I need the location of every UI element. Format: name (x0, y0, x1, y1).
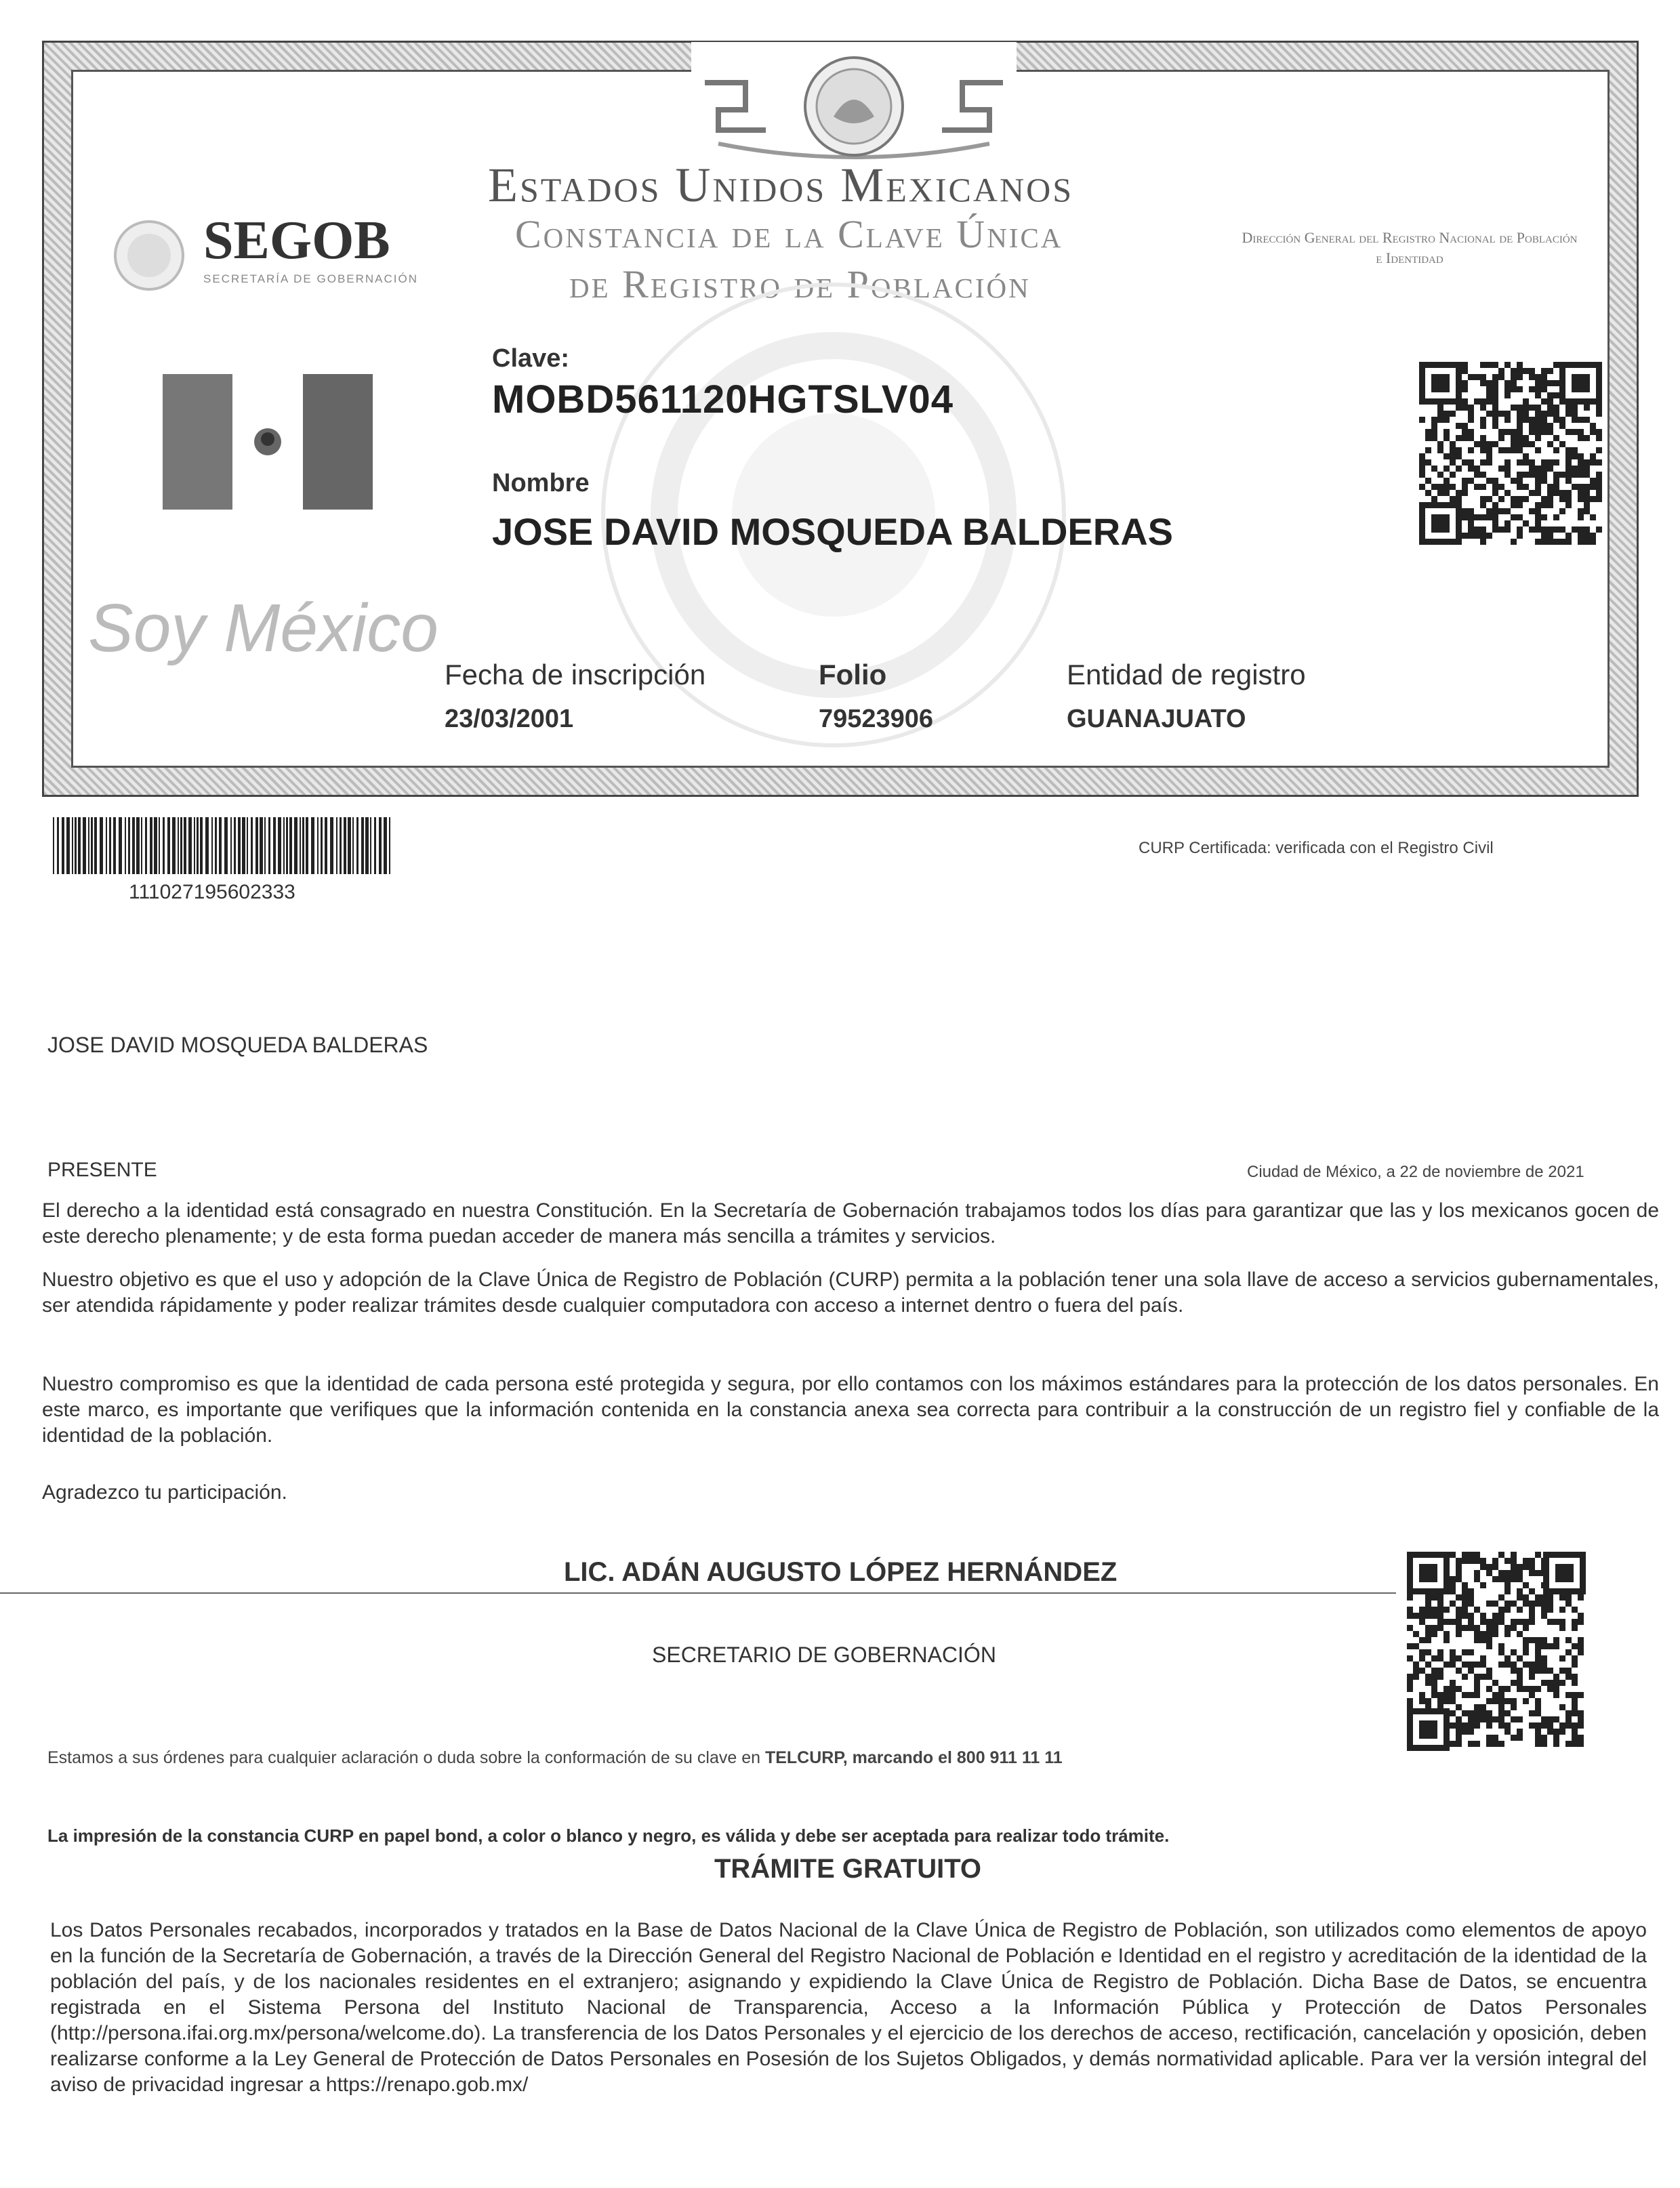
fecha-inscripcion-value: 23/03/2001 (445, 705, 574, 733)
nombre-value: JOSE DAVID MOSQUEDA BALDERAS (492, 510, 1173, 553)
letter-date: Ciudad de México, a 22 de noviembre de 2021 (1247, 1163, 1584, 1181)
entidad-value: GUANAJUATO (1067, 705, 1246, 733)
mexico-flag-icon (163, 374, 373, 510)
qr-code-top (1419, 362, 1602, 545)
clave-label: Clave: (492, 344, 570, 373)
folio-label: Folio (819, 659, 887, 690)
document-title-line2: de Registro de Población (569, 262, 1031, 306)
telcurp-phone: TELCURP, marcando el 800 911 11 11 (764, 1748, 1063, 1767)
coat-of-arms-icon (691, 42, 1017, 161)
validity-note: La impresión de la constancia CURP en papel bond, a color o blanco y negro, es válida y debe ser aceptada para realizar todo trámite. (47, 1825, 1170, 1846)
paragraph-1: El derecho a la identidad está consagrado en nuestra Constitución. En la Secretaría de Gobernación trabajamos todos los días para garantizar que las y los mexicanos gocen de este derecho plenamente; y de esta forma puedan acceder de manera más sencilla a trámites y servicios. (42, 1199, 1659, 1247)
soy-mexico-logo: Soy México (88, 590, 438, 666)
letter-recipient: JOSE DAVID MOSQUEDA BALDERAS (47, 1033, 428, 1057)
folio-value: 79523906 (819, 705, 934, 733)
fecha-inscripcion-label: Fecha de inscripción (445, 659, 706, 690)
barcode-number: 111027195602333 (129, 881, 295, 903)
contact-note (47, 1748, 1063, 1768)
privacy-notice: Los Datos Personales recabados, incorporados y tratados en la Base de Datos Nacional de la Clave Única de Registro de Población, son utilizados como elementos de apoyo en la función de la Secretaría de Gobernación, a través de la Dirección General del Registro Nacional de Población e Identidad en el registro y acreditación de la identidad de la población del país, y de los nacionales residentes en el extranjero; asignando y expidiendo la Clave Única de Registro de Población. Dicha Base de Datos, se encuentra registrada en el Sistema Persona del Instituto Nacional de Transparencia, Acceso a la Información Pública y Protección de Datos Personales (http://persona.ifai.org.mx/persona/welcome.do). La transferencia de los Datos Personales y el ejercicio de los derechos de acceso, rectificación, cancelación y oposición, deben realizarse conforme a la Ley General de Protección de Datos Personales en Posesión de los Sujetos Obligados, y demás normatividad aplicable. Para ver la versión integral del aviso de privacidad ingresar a https://renapo.gob.mx/ (50, 1919, 1647, 2096)
entidad-label: Entidad de registro (1067, 659, 1306, 690)
country-title: Estados Unidos Mexicanos (488, 158, 1074, 212)
segob-logo: SEGOB (203, 211, 390, 270)
barcode (53, 817, 392, 874)
clave-value: MOBD561120HGTSLV04 (492, 377, 954, 421)
contact-text: Estamos a sus órdenes para cualquier aclaración o duda sobre la conformación de su clave en (47, 1748, 765, 1767)
curp-certified-note: CURP Certificada: verificada con el Registro Civil (1139, 839, 1494, 857)
paragraph-2: Nuestro objetivo es que el uso y adopción de la Clave Única de Registro de Población (CURP) permita a la población tener una sola llave de acceso a servicios gubernamentales, ser atendida rápidamente y poder realizar trámites desde cualquier computadora con acceso a internet dentro o fuera del país. (42, 1268, 1659, 1317)
signer-name: LIC. ADÁN AUGUSTO LÓPEZ HERNÁNDEZ (564, 1557, 1118, 1587)
signer-title: SECRETARIO DE GOBERNACIÓN (652, 1643, 996, 1667)
qr-code-bottom (1407, 1552, 1586, 1751)
document-title-line1: Constancia de la Clave Única (515, 212, 1063, 256)
paragraph-3: Nuestro compromiso es que la identidad de cada persona esté protegida y segura, por ello contamos con los máximos estándares para la protección de los datos personales. En este marco, es importante que verifiques que la información contenida en la constancia anexa sea correcta para contribuir a la construcción de un registro fiel y confiable de la identidad de la población. (42, 1373, 1659, 1447)
segob-seal-icon (107, 218, 192, 293)
issuing-direction: Dirección General del Registro Nacional de Población e Identidad (1242, 229, 1578, 266)
signature-rule (0, 1592, 1396, 1594)
nombre-label: Nombre (492, 469, 590, 497)
tramite-gratuito: TRÁMITE GRATUITO (714, 1854, 982, 1884)
paragraph-4: Agradezco tu participación. (42, 1481, 287, 1504)
segob-subtitle: SECRETARÍA DE GOBERNACIÓN (203, 272, 419, 285)
presente-label: PRESENTE (47, 1159, 157, 1181)
